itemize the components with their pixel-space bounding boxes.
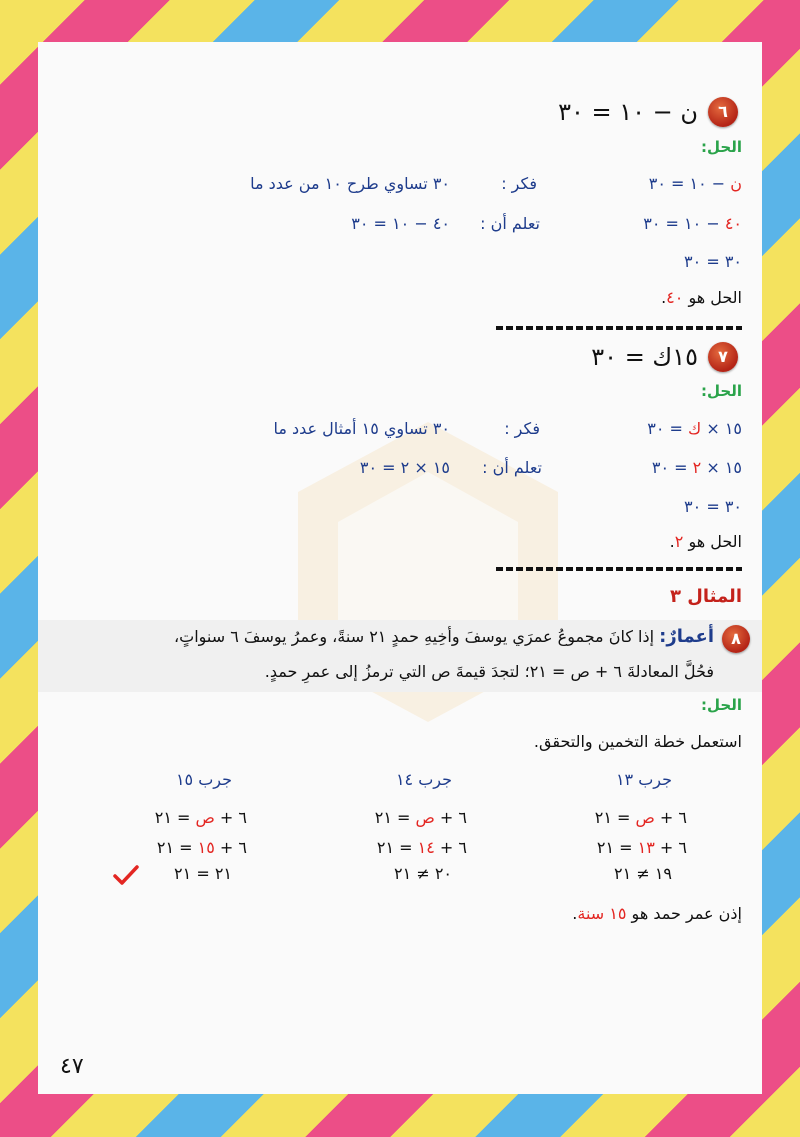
problem7-equation: ١٥ك = ٣٠ <box>591 343 698 371</box>
problem7-number-badge: ٧ <box>708 342 738 372</box>
problem6-step2: ٤٠ − ١٠ = ٣٠ <box>643 214 742 233</box>
example-number-badge: ٨ <box>722 625 750 653</box>
divider-1 <box>496 326 742 330</box>
problem7-step1: ١٥ × ك = ٣٠ <box>647 419 742 438</box>
problem7-think-label: فكر : <box>504 419 540 438</box>
divider-2 <box>496 567 742 571</box>
trial-13-header: جرب ١٣ <box>615 770 672 789</box>
problem6-step3: ٣٠ = ٣٠ <box>684 252 742 271</box>
problem7-solution-label: الحل: <box>701 382 742 400</box>
page-number: ٤٧ <box>60 1054 84 1079</box>
checkmark-icon <box>113 864 139 886</box>
problem7-step2: ١٥ × ٢ = ٣٠ <box>651 458 742 477</box>
example-solution-label: الحل: <box>701 696 742 714</box>
trial-15-row3: ٢١ = ٢١ <box>174 864 232 883</box>
trial-15-header: جرب ١٥ <box>175 770 232 789</box>
problem6-number-badge: ٦ <box>708 97 738 127</box>
problem6-know-text: ٤٠ − ١٠ = ٣٠ <box>351 214 450 233</box>
problem6-solution-label: الحل: <box>701 138 742 156</box>
problem7-know-text: ١٥ × ٢ = ٣٠ <box>359 458 450 477</box>
problem7-know-label: تعلم أن : <box>482 458 542 477</box>
problem6-answer: الحل هو ٤٠. <box>661 288 742 307</box>
example-line2: فحُلَّ المعادلةَ ٦ + ص = ٢١؛ لتجدَ قيمةَ ص التي ترمزُ إلى عمرِ حمدٍ. <box>264 662 714 681</box>
example-strategy: استعمل خطة التخمين والتحقق. <box>533 732 742 751</box>
trial-13-row3: ١٩ ≠ ٢١ <box>614 864 672 883</box>
trial-14-row3: ٢٠ ≠ ٢١ <box>394 864 452 883</box>
trial-14-row1: ٦ + ص = ٢١ <box>374 808 467 827</box>
trial-14-header: جرب ١٤ <box>395 770 452 789</box>
problem6-step1: ن − ١٠ = ٣٠ <box>648 174 742 193</box>
problem7-answer: الحل هو ٢. <box>669 532 742 551</box>
problem6-know-label: تعلم أن : <box>480 214 540 233</box>
trial-15-row1: ٦ + ص = ٢١ <box>154 808 247 827</box>
trial-13-row2: ٦ + ١٣ = ٢١ <box>596 838 687 857</box>
example-keyword: أعمارٌ: <box>659 626 714 647</box>
trial-13-row1: ٦ + ص = ٢١ <box>594 808 687 827</box>
problem7-step3: ٣٠ = ٣٠ <box>684 497 742 516</box>
example-line1: أعمارٌ: إذا كانَ مجموعُ عمرَي يوسفَ وأخِيهِ حمدٍ ٢١ سنةً، وعمرُ يوسفَ ٦ سنواتٍ، <box>173 626 714 647</box>
page <box>38 42 762 1094</box>
example-conclusion: إذن عمر حمد هو ١٥ سنة. <box>572 904 742 923</box>
problem7-think-text: ٣٠ تساوي ١٥ أمثال عدد ما <box>273 419 450 438</box>
trial-15-row2: ٦ + ١٥ = ٢١ <box>156 838 247 857</box>
problem6-think-text: ٣٠ تساوي طرح ١٠ من عدد ما <box>250 174 450 193</box>
problem6-think-label: فكر : <box>501 174 537 193</box>
example-heading: المثال ٣ <box>670 586 742 607</box>
trial-14-row2: ٦ + ١٤ = ٢١ <box>376 838 467 857</box>
problem6-equation: ن − ١٠ = ٣٠ <box>558 98 698 126</box>
